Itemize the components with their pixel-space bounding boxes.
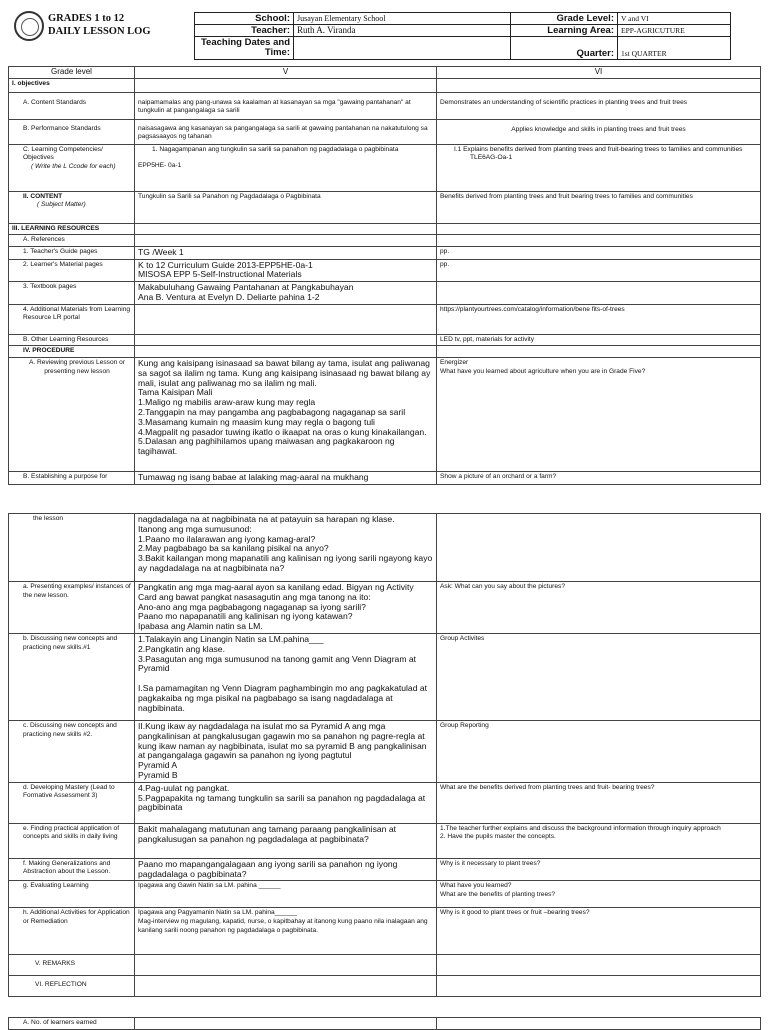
competencies-v: 1. Nagagampanan ang tungkulin sa sarili sa panahon ng pagdadalaga o pagbibinata <box>152 145 399 153</box>
performance-standards-label: B. Performance Standards <box>9 119 135 144</box>
purpose-cont-label: the lesson <box>9 514 135 582</box>
additional-materials-vi: https://plantyourtrees.com/catalog/information/bene fits-of-trees <box>437 304 761 334</box>
generalizations-vi: Why is it necessary to plant trees? <box>437 858 761 881</box>
content-standards-v: naipamamalas ang pang-unawa sa kaalaman at kasanayan sa mga "gawaing pantahanan" at tungkulin at pangangalaga sa sarili <box>135 92 437 119</box>
school-label: School: <box>195 13 294 25</box>
dates-value <box>294 37 511 60</box>
competencies-note: ( Write the L Ccode for each) <box>31 162 116 170</box>
discussing-concepts-2-vi: Group Reporting <box>437 720 761 782</box>
competencies-cell <box>9 144 135 191</box>
grade-level-value: V and VI <box>618 13 731 25</box>
content-cell <box>9 191 135 223</box>
school-value: Jusayan Elementary School <box>294 13 511 25</box>
textbook-label: 3. Textbook pages <box>9 282 135 305</box>
learners-earned-label: A. No. of learners earned <box>9 1018 135 1030</box>
developing-mastery-v: 4.Pag-uulat ng pangkat. 5.Pagpapakita ng tamang tungkulin sa sarili sa panahon ng pagdadalaga at pagbibinata <box>135 782 437 823</box>
evaluating-learning-label: g. Evaluating Learning <box>9 881 135 908</box>
developing-mastery-vi: What are the benefits derived from planting trees and fruit- bearing trees? <box>437 782 761 823</box>
teachers-guide-label: 1. Teacher's Guide pages <box>9 246 135 259</box>
log-title <box>48 12 151 38</box>
textbook-v: Makabuluhang Gawaing Pantahanan at Pangkabuhayan Ana B. Ventura at Evelyn D. Deliarte pahina 1-2 <box>135 282 437 305</box>
grade-vi-header: VI <box>437 67 761 79</box>
discussing-concepts-2-label: c. Discussing new concepts and practicing new skills #2. <box>9 720 135 782</box>
reviewing-lesson-vi: Energizer What have you learned about agriculture when you are in Grade Five? <box>437 357 761 471</box>
quarter-label: Quarter: <box>511 37 618 60</box>
dates-label: Teaching Dates and Time: <box>195 37 294 60</box>
practical-application-vi: 1.The teacher further explains and discuss the background information through inquiry approach 2. Have the pupils master the concepts. <box>437 823 761 858</box>
deped-seal-icon <box>14 11 44 41</box>
evaluating-learning-vi: What have you learned? What are the benefits of planting trees? <box>437 881 761 908</box>
establishing-purpose-v: Tumawag ng isang babae at lalaking mag-aaral na mukhang <box>135 471 437 484</box>
other-resources-label: B. Other Learning Resources <box>9 334 135 346</box>
performance-standards-v: naisasagawa ang kasanayan sa pangangalaga sa sarili at gawaing pantahanan na nakatutulong sa pagsasaayos ng tahanan <box>135 119 437 144</box>
additional-materials-v <box>135 304 437 334</box>
performance-standards-vi: Applies knowledge and skills in planting trees and fruit trees <box>437 119 761 144</box>
grade-v-header: V <box>135 67 437 79</box>
practical-application-label: e. Finding practical application of concepts and skills in daily living <box>9 823 135 858</box>
content-note: ( Subject Matter) <box>37 201 86 209</box>
learning-area-label: Learning Area: <box>511 25 618 37</box>
objectives-label: I. objectives <box>9 78 135 92</box>
teacher-value: Ruth A. Viranda <box>294 25 511 37</box>
generalizations-label: f. Making Generalizations and Abstraction about the Lesson. <box>9 858 135 881</box>
page-3 <box>0 1008 768 1024</box>
references-label: A. References <box>9 235 135 247</box>
competencies-v-cell <box>135 144 437 191</box>
content-v: Tungkulin sa Sarili sa Panahon ng Pagdadalaga o Pagbibinata <box>135 191 437 223</box>
teacher-label: Teacher: <box>195 25 294 37</box>
discussing-concepts-2-v: II.Kung ikaw ay nagdadalaga na isulat mo sa Pyramid A ang mga pangkalinisan at pangkalusugan gagawin mo sa panahon ng pagre-regla at kung ikaw naman ay nagbibinata, isulat mo sa pyramid B ang pangkalinisan at pangangalaga gagawin sa panahon ng iyong pagtutul Pyramid A Pyramid B <box>135 720 437 782</box>
content-vi: Benefits derived from planting trees and fruit bearing trees to families and communities <box>437 191 761 223</box>
content-standards-vi: Demonstrates an understanding of scientific practices in planting trees and fruit trees <box>437 92 761 119</box>
discussing-concepts-1-vi: Group Activites <box>437 633 761 720</box>
content-standards-label: A. Content Standards <box>9 92 135 119</box>
learners-material-vi: pp. <box>437 259 761 282</box>
procedure-label: IV. PROCEDURE <box>9 346 135 358</box>
other-resources-vi: LED tv, ppt, materials for activity <box>437 334 761 346</box>
additional-activities-label: h. Additional Activities for Application or Remediation <box>9 908 135 955</box>
reviewing-lesson-v: Kung ang kaisipang isinasaad sa bawat bilang ay tama, isulat ang paliwanag sa sagot sa ilalim ng tama. Kung ang kaisipang isinasaad ng bawat bilang ay mali, isulat ang paliwanag mo sa ilalim ng mali. Tama Kaisipan Mali 1.Maligo ng mabilis araw-araw kung may regla 2.Tanggapin na may pangamba ang pagbabagong nagaganap sa saril 3.Masamang kumain ng maasim kung may regla o bagong tuli 4.Magpalit ng pasador tuwing ikatlo o ikaapat na oras o kung kinakailangan. 5.Dalasan ang paghihilamos upang maiwasan ang pagkakaroon ng tagihawat. <box>135 357 437 471</box>
grade-level-label: Grade Level: <box>511 13 618 25</box>
additional-activities-vi: Why is it good to plant trees or fruit –bearing trees? <box>437 908 761 955</box>
establishing-purpose-vi: Show a picture of an orchard or a farm? <box>437 471 761 484</box>
discussing-concepts-1-v: 1.Talakayin ang Linangin Natin sa LM.pahina___ 2.Pangkatin ang klase. 3.Pasagutan ang mga sumusunod na tanong gamit ang Venn Diagram at Pyramid I.Sa pamamagitan ng Venn Diagram paghambingin mo ang pagkakatulad at pagkakaiba ng mga pisikal na pagbabago sa isang nagdadalaga at nagbibinata. <box>135 633 437 720</box>
competencies-v-code: EPP5HE- 0a-1 <box>138 162 182 170</box>
purpose-cont-v: nagdadalaga na at nagbibinata na at patayuin sa harapan ng klase. Itanong ang mga sumusunod: 1.Paano mo ilalarawan ang iyong kamag-aral? 2.May pagbabago ba sa kanilang pisikal na anyo? 3.Bakit kailangan mong mapanatili ang kalinisan ng iyong sarili ngayong kayo ay nagdadalaga na at nagbibinata na? <box>135 514 437 582</box>
competencies-vi-cell <box>437 144 761 191</box>
title-line-1: GRADES 1 to 12 <box>48 13 125 24</box>
teachers-guide-v: TG /Week 1 <box>135 246 437 259</box>
learners-material-v: K to 12 Curriculum Guide 2013-EPP5HE-0a-1 MISOSA EPP 5-Self-Instructional Materials <box>135 259 437 282</box>
other-resources-v <box>135 334 437 346</box>
reflection-label: VI. REFLECTION <box>9 976 135 997</box>
presenting-examples-v: Pangkatin ang mga mag-aaral ayon sa kanilang edad. Bigyan ng Activity Card ang bawat pangkat nasasagutin ang mga tanong na ito: Ano-ano ang mga pagbabagong nagaganap sa iyong sarili? Paano mo napapanatili ang kalinisan ng iyong katawan? Ipabasa ang Alamin natin sa LM. <box>135 582 437 634</box>
presenting-examples-label: a. Presenting examples/ instances of the new lesson. <box>9 582 135 634</box>
presenting-examples-vi: Ask: What can you say about the pictures? <box>437 582 761 634</box>
lesson-table-1 <box>8 66 761 485</box>
establishing-purpose-label: B. Establishing a purpose for <box>9 471 135 484</box>
purpose-cont-vi <box>437 514 761 582</box>
teachers-guide-vi: pp. <box>437 246 761 259</box>
quarter-value: 1st QUARTER <box>618 37 731 60</box>
remarks-label: V. REMARKS <box>9 955 135 976</box>
developing-mastery-label: d. Developing Mastery (Lead to Formative Assessment 3) <box>9 782 135 823</box>
grade-level-col-label: Grade level <box>9 67 135 79</box>
header <box>8 8 760 58</box>
generalizations-v: Paano mo mapangangalagaan ang iyong sarili sa panahon ng iyong pagdadalaga o pagbibinata? <box>135 858 437 881</box>
practical-application-v: Bakit mahalagang matutunan ang tamang paraang pangkalinisan at pangkalusugan sa panahon ng pagdadalaga at pagbibinata? <box>135 823 437 858</box>
content-label: II. CONTENT <box>23 192 63 200</box>
competencies-vi: I.1 Explains benefits derived from planting trees and fruit-bearing trees to families and communities <box>454 145 743 153</box>
reviewing-lesson-label: A. Reviewing previous Lesson or presenting new lesson <box>9 357 135 471</box>
additional-materials-label: 4. Additional Materials from Learning Resource LR portal <box>9 304 135 334</box>
page-1 <box>0 0 768 496</box>
learners-material-label: 2. Learner's Material pages <box>9 259 135 282</box>
competencies-vi-code: TLE6AG-Oa-1 <box>470 154 513 162</box>
competencies-label: C. Learning Competencies/ Objectives <box>23 145 103 162</box>
learning-resources-label: III. LEARNING RESOURCES <box>9 223 135 235</box>
page-2 <box>0 505 768 995</box>
evaluating-learning-v: Ipagawa ang Gawin Natin sa LM. pahina ______ <box>135 881 437 908</box>
lesson-table-2 <box>8 513 761 997</box>
discussing-concepts-1-label: b. Discussing new concepts and practicing new skills.#1 <box>9 633 135 720</box>
textbook-vi <box>437 282 761 305</box>
learning-area-value: EPP-AGRICUTURE <box>618 25 731 37</box>
additional-activities-v: Ipagawa ang Pagyamanin Natin sa LM. pahina______ Mag-interview ng magulang, kapatid, nurse, o kapitbahay at itanong kung paano nila inalagaan ang kanilang sarili noong panahon ng pagdadalaga o pagbibinata. <box>135 908 437 955</box>
title-line-2: DAILY LESSON LOG <box>48 26 151 37</box>
header-info-table <box>194 12 731 60</box>
